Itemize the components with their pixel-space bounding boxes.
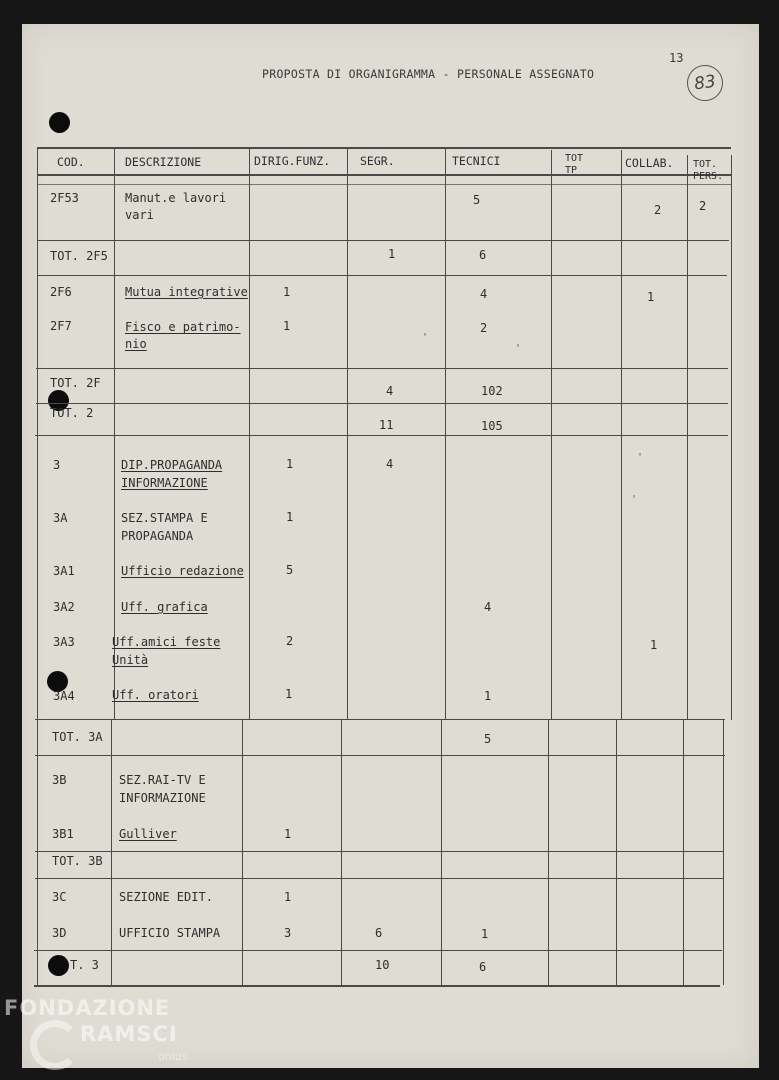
cell-cod: 2F6 (50, 285, 72, 299)
page-number: 13 (669, 51, 684, 65)
cell-cod: 3B (52, 773, 67, 787)
cell-dirig: 2 (286, 634, 294, 648)
cell-tot-pers: 2 (699, 199, 707, 213)
cell-descrizione: Manut.e lavori (125, 191, 227, 205)
cell-cod: 3A (53, 511, 68, 525)
pen-mark: ' (637, 452, 644, 463)
cell-descrizione: Uff. oratori (112, 688, 199, 702)
cell-descrizione: Uff. grafica (121, 600, 208, 614)
cell-descrizione: nio (125, 337, 147, 351)
cell-tecnici: 1 (484, 689, 492, 703)
cell-descrizione: Gulliver (119, 827, 177, 841)
watermark-line2: RAMSCI (80, 1022, 178, 1046)
cell-segr: 11 (379, 418, 394, 432)
cell-descrizione: Ufficio redazione (121, 564, 244, 578)
cell-cod: 3A2 (53, 600, 75, 614)
cell-dirig: 1 (286, 510, 294, 524)
cell-dirig: 1 (286, 457, 294, 471)
cell-descrizione: Unità (112, 653, 149, 667)
header-tot-pers-2: PERS. (693, 171, 724, 182)
cell-cod: 3C (52, 890, 67, 904)
cell-cod: TOT. 2F (50, 376, 101, 390)
cell-segr: 1 (388, 247, 396, 261)
header-tot-tp-2: TP (565, 165, 578, 176)
header-tecnici: TECNICI (452, 154, 501, 168)
cell-tecnici: 6 (479, 248, 487, 262)
cell-cod: 3D (52, 926, 67, 940)
cell-cod: 3A1 (53, 564, 75, 578)
cell-cod: TOT. 2F5 (50, 249, 108, 263)
cell-dirig: 1 (284, 827, 292, 841)
cell-tecnici: 5 (473, 193, 481, 207)
cell-tecnici: 105 (481, 419, 503, 433)
cell-tecnici: 4 (480, 287, 488, 301)
cell-collab: 2 (654, 203, 662, 217)
cell-segr: 4 (386, 457, 394, 471)
cell-tecnici: 2 (480, 321, 488, 335)
pen-mark: ' (631, 494, 638, 505)
cell-cod: TOT. 3A (52, 730, 103, 744)
cell-descrizione: vari (125, 208, 154, 222)
cell-collab: 1 (647, 290, 655, 304)
cell-descrizione: INFORMAZIONE (121, 476, 208, 490)
cell-tecnici: 6 (479, 960, 487, 974)
cell-segr: 4 (386, 384, 394, 398)
cell-descrizione: SEZ.STAMPA E (121, 511, 208, 525)
cell-dirig: 1 (284, 890, 292, 904)
header-segr: SEGR. (360, 154, 395, 168)
cell-dirig: 5 (286, 563, 294, 577)
cell-dirig: 1 (285, 687, 293, 701)
cell-descrizione: DIP.PROPAGANDA (121, 458, 223, 472)
cell-descrizione: UFFICIO STAMPA (119, 926, 221, 940)
cell-cod: T. 3 (70, 958, 99, 972)
watermark-line3: onlus (158, 1050, 188, 1063)
cell-descrizione: Uff.amici feste (112, 635, 221, 649)
header-collab: COLLAB. (625, 156, 674, 170)
cell-dirig: 1 (283, 319, 291, 333)
cell-segr: 6 (375, 926, 383, 940)
cell-tecnici: 1 (481, 927, 489, 941)
cell-cod: 3 (53, 458, 61, 472)
cell-descrizione: PROPAGANDA (121, 529, 194, 543)
watermark-line1: FONDAZIONE (4, 996, 171, 1020)
cell-cod: 2F7 (50, 319, 72, 333)
header-tot-pers-1: TOT. (693, 159, 718, 170)
cell-segr: 10 (375, 958, 390, 972)
cell-dirig: 1 (283, 285, 291, 299)
cell-cod: 3A4 (53, 689, 75, 703)
document-title: PROPOSTA DI ORGANIGRAMMA - PERSONALE ASSEGNATO (262, 67, 595, 81)
cell-cod: 3A3 (53, 635, 75, 649)
cell-descrizione: Fisco e patrimo- (125, 320, 241, 334)
cell-cod: 2F53 (50, 191, 79, 205)
header-descrizione: DESCRIZIONE (125, 155, 202, 169)
watermark-g-icon (30, 1020, 80, 1070)
header-dirig-funz: DIRIG.FUNZ. (254, 154, 331, 168)
pen-mark: ' (515, 343, 522, 354)
cell-cod: TOT. 2 (50, 406, 94, 420)
cell-tecnici: 102 (481, 384, 503, 398)
cell-tecnici: 4 (484, 600, 492, 614)
cell-dirig: 3 (284, 926, 292, 940)
punch-hole (49, 112, 70, 133)
punch-hole (48, 955, 69, 976)
pen-mark: ' (422, 332, 429, 343)
cell-descrizione: Mutua integrative (125, 285, 248, 299)
cell-cod: 3B1 (52, 827, 74, 841)
cell-descrizione: INFORMAZIONE (119, 791, 206, 805)
cell-cod: TOT. 3B (52, 854, 103, 868)
cell-tecnici: 5 (484, 732, 492, 746)
cell-collab: 1 (650, 638, 658, 652)
document-page (22, 24, 759, 1068)
cell-descrizione: SEZIONE EDIT. (119, 890, 213, 904)
cell-descrizione: SEZ.RAI-TV E (119, 773, 206, 787)
header-cod: COD. (57, 155, 85, 169)
circled-page-number: 83 (685, 63, 726, 104)
header-tot-tp-1: TOT (565, 153, 584, 164)
